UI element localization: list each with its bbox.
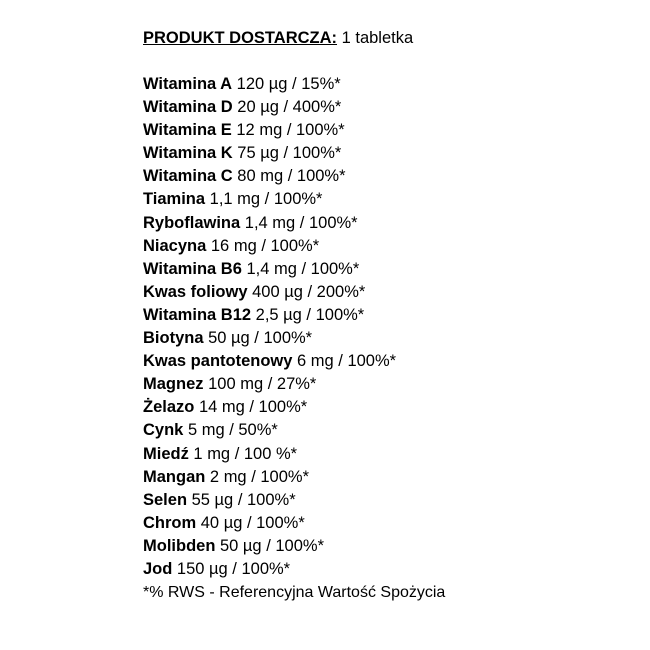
nutrient-row [143,281,623,304]
nutrient-value: 50 µg / 100%* [203,329,313,348]
nutrient-name: Selen [143,490,188,509]
nutrient-row [143,419,623,442]
nutrient-name: Molibden [143,536,216,555]
nutrient-value: 55 µg / 100%* [187,490,296,509]
nutrient-value: 1,1 mg / 100%* [205,190,323,209]
nutrient-value: 2 mg / 100%* [205,467,309,486]
nutrient-value: 150 µg / 100%* [172,559,291,578]
nutrient-row [143,235,623,258]
nutrient-value: 80 mg / 100%* [232,167,346,186]
nutrient-name: Tiamina [143,190,206,209]
nutrient-row [143,258,623,281]
nutrient-name: Żelazo [143,398,195,417]
nutrient-row [143,73,623,96]
nutrient-row [143,373,623,396]
nutrient-value: 16 mg / 100%* [206,236,320,255]
nutrient-value: 6 mg / 100%* [292,352,397,371]
nutrient-row [143,489,623,512]
nutrient-row [143,327,623,350]
nutrient-row [143,142,623,165]
nutrient-name: Mangan [143,467,206,486]
nutrient-name: Witamina E [143,121,232,140]
nutrient-name: Witamina A [143,75,233,93]
nutrient-row [143,165,623,188]
nutrient-value: 5 mg / 50%* [183,421,278,440]
nutrient-name: Biotyna [143,329,204,348]
nutrient-row [143,535,623,558]
header-value: 1 tabletka [337,29,414,47]
nutrient-name: Witamina D [143,98,233,117]
nutrient-value: 1,4 mg / 100%* [240,213,358,232]
nutrient-row [143,304,623,327]
nutrient-name: Kwas pantotenowy [143,352,293,371]
nutrient-row [143,558,623,581]
nutrient-row [143,512,623,535]
nutrient-name: Cynk [143,421,184,440]
nutrient-value: 400 µg / 200%* [247,282,366,301]
nutrient-name: Witamina K [143,144,233,163]
nutrient-value: 50 µg / 100%* [215,536,324,555]
nutrient-name: Ryboflawina [143,213,241,232]
nutrient-row [143,443,623,466]
nutrient-value: 120 µg / 15%* [232,75,341,93]
nutrient-name: Chrom [143,513,197,532]
nutrient-value: 75 µg / 100%* [232,144,342,163]
nutrient-name: Witamina C [143,167,233,186]
nutrient-value: 1 mg / 100 %* [188,444,298,463]
nutrient-name: Niacyna [143,236,207,255]
nutrient-name: Witamina B12 [143,305,252,324]
nutrient-name: Miedź [143,444,189,463]
header-label: PRODUKT DOSTARCZA: [143,29,338,47]
nutrient-row [143,466,623,489]
nutrient-name: Magnez [143,375,204,394]
nutrient-list [143,73,623,581]
nutrient-value: 100 mg / 27%* [203,375,317,394]
nutrient-name: Jod [143,559,173,578]
nutrient-row [143,96,623,119]
header-line [143,27,623,50]
nutrition-document [143,27,623,604]
nutrient-value: 1,4 mg / 100%* [241,259,360,278]
nutrient-row [143,119,623,142]
nutrient-name: Witamina B6 [143,259,242,278]
nutrient-row [143,212,623,235]
nutrient-row [143,350,623,373]
nutrient-value: 14 mg / 100%* [194,398,308,417]
nutrient-row [143,396,623,419]
footnote: *% RWS - Referencyjna Wartość Spożycia [143,584,446,602]
nutrient-name: Kwas foliowy [143,282,248,301]
nutrient-value: 12 mg / 100%* [231,121,345,140]
nutrient-value: 40 µg / 100%* [196,513,305,532]
nutrient-value: 20 µg / 400%* [232,98,342,117]
nutrient-value: 2,5 µg / 100%* [251,305,365,324]
nutrient-row [143,188,623,211]
